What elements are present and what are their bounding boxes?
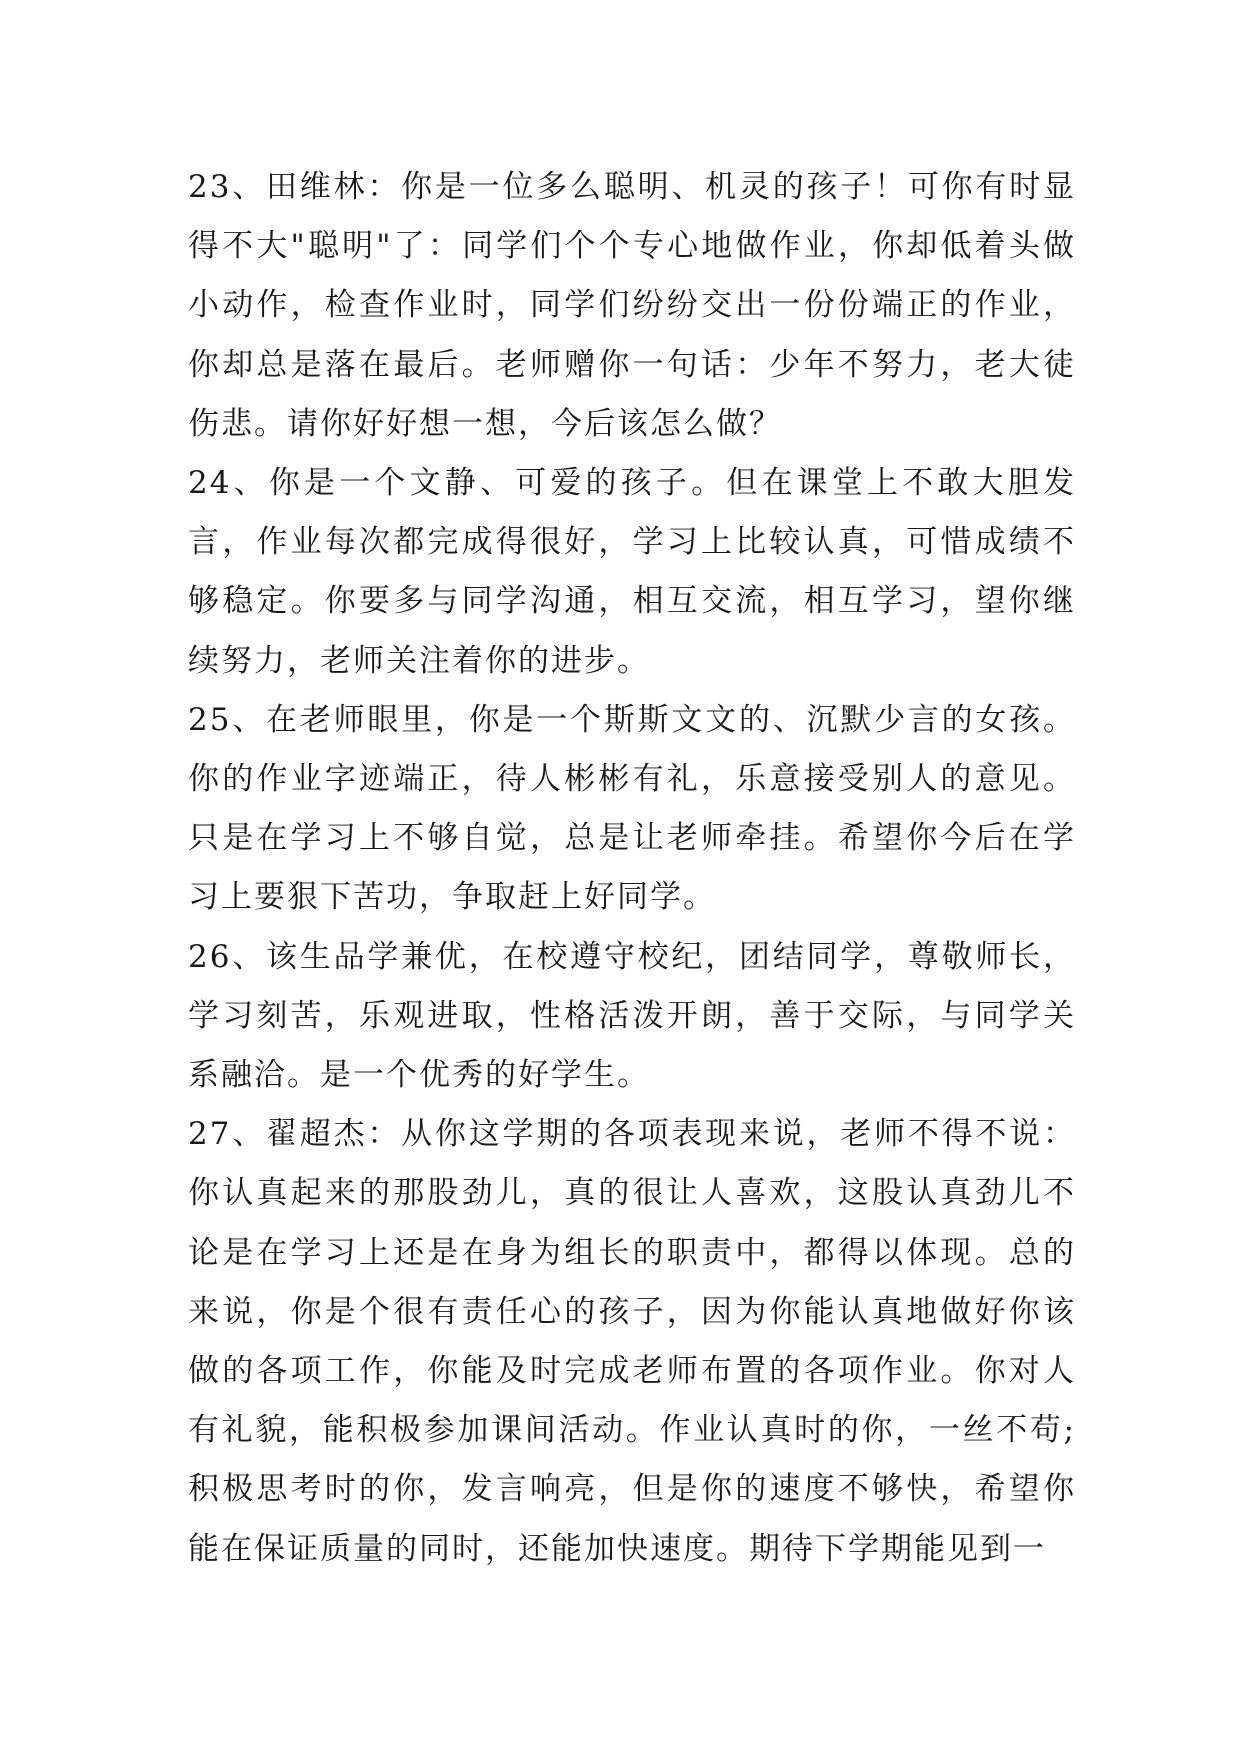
comment-paragraph-23: 23、田维林：你是一位多么聪明、机灵的孩子！可你有时显得不大"聪明"了：同学们个个专心地做作业，你却低着头做小动作，检查作业时，同学们纷纷交出一份份端正的作业，你却总是落在最后。老师赠你一句话：少年不努力，老大徒伤悲。请你好好想一想，今后该怎么做？ xyxy=(188,169,1076,442)
comment-paragraph-27: 27、翟超杰：从你这学期的各项表现来说，老师不得不说：你认真起来的那股劲儿，真的很让人喜欢，这股认真劲儿不论是在学习上还是在身为组长的职责中，都得以体现。总的来说，你是个很有责任心的孩子，因为你能认真地做好你该做的各项工作，你能及时完成老师布置的各项作业。你对人有礼貌，能积极参加课间活动。作业认真时的你，一丝不苟;积极思考时的你，发言响亮，但是你的速度不够快，希望你能在保证质量的同时，还能加快速度。期待下学期能见到一 xyxy=(188,1116,1076,1567)
comment-paragraph-26: 26、该生品学兼优，在校遵守校纪，团结同学，尊敬师长，学习刻苦，乐观进取，性格活泼开朗，善于交际，与同学关系融洽。是一个优秀的好学生。 xyxy=(188,938,1076,1094)
comment-paragraph-25: 25、在老师眼里，你是一个斯斯文文的、沉默少言的女孩。你的作业字迹端正，待人彬彬有礼，乐意接受别人的意见。只是在学习上不够自觉，总是让老师牵挂。希望你今后在学习上要狠下苦功，争取赶上好同学。 xyxy=(188,701,1076,916)
comment-paragraph-24: 24、你是一个文静、可爱的孩子。但在课堂上不敢大胆发言，作业每次都完成得很好，学习上比较认真，可惜成绩不够稳定。你要多与同学沟通，相互交流，相互学习，望你继续努力，老师关注着你的进步。 xyxy=(188,465,1076,679)
document-body xyxy=(188,158,1076,1579)
